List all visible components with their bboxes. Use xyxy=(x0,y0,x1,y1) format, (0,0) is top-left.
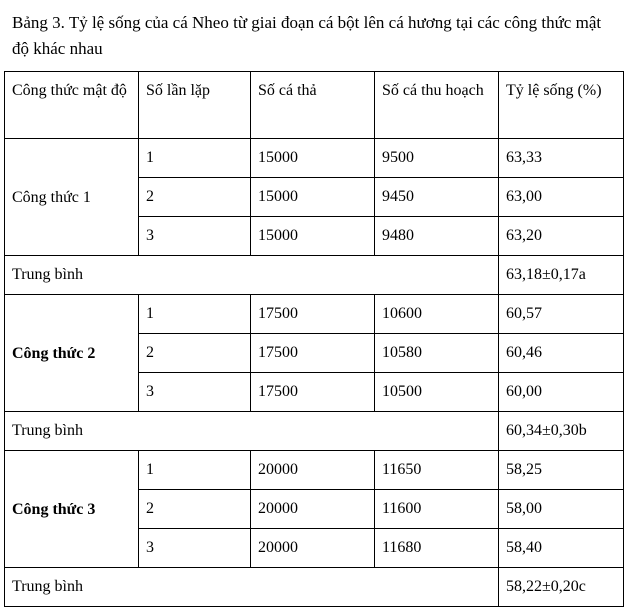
harvested-cell: 9450 xyxy=(375,178,499,217)
stocked-cell: 15000 xyxy=(251,139,375,178)
harvested-cell: 10600 xyxy=(375,295,499,334)
replicate-cell: 2 xyxy=(139,490,251,529)
harvested-cell: 11680 xyxy=(375,529,499,568)
stocked-cell: 15000 xyxy=(251,178,375,217)
replicate-cell: 1 xyxy=(139,295,251,334)
survival-cell: 58,25 xyxy=(499,451,624,490)
replicate-cell: 1 xyxy=(139,139,251,178)
group-name-cell: Công thức 3 xyxy=(5,451,139,568)
stocked-cell: 17500 xyxy=(251,295,375,334)
mean-row xyxy=(5,256,624,295)
survival-cell: 60,46 xyxy=(499,334,624,373)
harvested-cell: 11650 xyxy=(375,451,499,490)
harvested-cell: 9500 xyxy=(375,139,499,178)
table-row xyxy=(5,139,624,178)
mean-value-cell: 63,18±0,17a xyxy=(499,256,624,295)
mean-value-cell: 58,22±0,20c xyxy=(499,568,624,607)
replicate-cell: 3 xyxy=(139,529,251,568)
harvested-cell: 10580 xyxy=(375,334,499,373)
harvested-cell: 10500 xyxy=(375,373,499,412)
mean-label-cell: Trung bình xyxy=(5,256,499,295)
harvested-cell: 11600 xyxy=(375,490,499,529)
survival-cell: 63,00 xyxy=(499,178,624,217)
header-cell-harvested: Số cá thu hoạch xyxy=(375,72,499,139)
mean-row xyxy=(5,412,624,451)
table-caption: Bảng 3. Tỷ lệ sống của cá Nheo từ giai đoạn cá bột lên cá hương tại các công thức mật độ khác nhau xyxy=(12,13,602,58)
replicate-cell: 2 xyxy=(139,178,251,217)
group-name-cell: Công thức 2 xyxy=(5,295,139,412)
stocked-cell: 20000 xyxy=(251,490,375,529)
mean-value-cell: 60,34±0,30b xyxy=(499,412,624,451)
harvested-cell: 9480 xyxy=(375,217,499,256)
survival-cell: 58,40 xyxy=(499,529,624,568)
table-row xyxy=(5,451,624,490)
survival-cell: 58,00 xyxy=(499,490,624,529)
stocked-cell: 20000 xyxy=(251,451,375,490)
stocked-cell: 15000 xyxy=(251,217,375,256)
replicate-cell: 3 xyxy=(139,373,251,412)
replicate-cell: 1 xyxy=(139,451,251,490)
stocked-cell: 20000 xyxy=(251,529,375,568)
header-cell-formula: Công thức mật độ xyxy=(5,72,139,139)
group-name-cell: Công thức 1 xyxy=(5,139,139,256)
survival-cell: 63,20 xyxy=(499,217,624,256)
table-header-row xyxy=(5,72,624,139)
survival-cell: 60,00 xyxy=(499,373,624,412)
header-cell-replicate: Số lần lặp xyxy=(139,72,251,139)
replicate-cell: 2 xyxy=(139,334,251,373)
stocked-cell: 17500 xyxy=(251,373,375,412)
mean-label-cell: Trung bình xyxy=(5,412,499,451)
stocked-cell: 17500 xyxy=(251,334,375,373)
survival-cell: 63,33 xyxy=(499,139,624,178)
mean-row xyxy=(5,568,624,607)
survival-cell: 60,57 xyxy=(499,295,624,334)
replicate-cell: 3 xyxy=(139,217,251,256)
table-row xyxy=(5,295,624,334)
survival-rate-table xyxy=(4,71,624,607)
header-cell-stocked: Số cá thả xyxy=(251,72,375,139)
header-cell-survival: Tỷ lệ sống (%) xyxy=(499,72,624,139)
mean-label-cell: Trung bình xyxy=(5,568,499,607)
